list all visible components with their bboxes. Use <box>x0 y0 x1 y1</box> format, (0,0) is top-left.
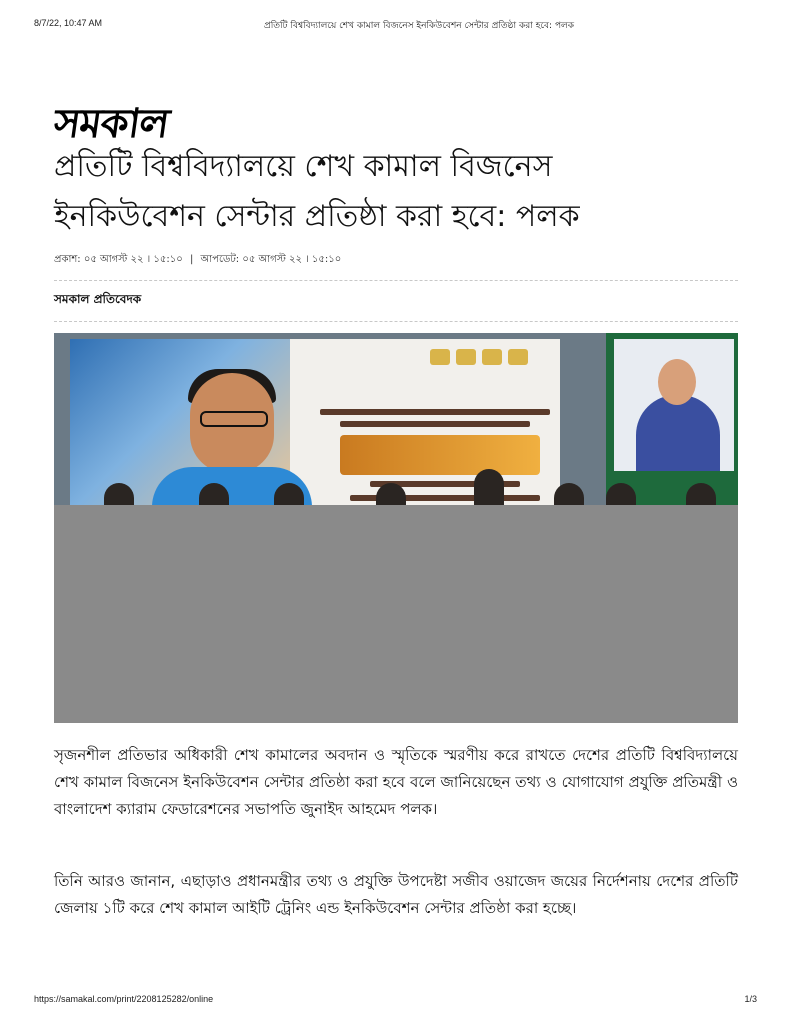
site-logo: সমকাল <box>50 100 172 147</box>
print-header <box>34 18 757 34</box>
event-stage-image <box>54 333 738 505</box>
sponsor-logos <box>430 349 550 369</box>
banner-title-graphic <box>340 435 540 475</box>
print-page-title: প্রতিটি বিশ্ববিদ্যালয়ে শেখ কামাল বিজনেস ইনকিউবেশন সেন্টার প্রতিষ্ঠা করা হবে: পলক <box>264 21 575 31</box>
portrait-frame <box>606 333 738 505</box>
page-number: 1/3 <box>744 994 757 1004</box>
article-paragraph: তিনি আরও জানান, এছাড়াও প্রধানমন্ত্রীর তথ্য ও প্রযুক্তি উপদেষ্টা সজীব ওয়াজেদ জয়ের নির্দেশনায় দেশের প্রতিটি জেলায় ১টি করে শেখ কামাল আইটি ট্রেনিং এন্ড ইনকিউবেশন সেন্টার প্রতিষ্ঠা করা হচ্ছে। <box>54 872 738 917</box>
headline-line-2: ইনকিউবেশন সেন্টার প্রতিষ্ঠা করা হবে: পলক <box>54 199 580 234</box>
print-datetime: 8/7/22, 10:47 AM <box>34 18 103 28</box>
meta-separator: | <box>189 254 194 265</box>
article-meta <box>54 252 341 269</box>
divider <box>54 280 738 281</box>
banner-artwork <box>70 339 290 505</box>
article-headline <box>54 142 744 242</box>
portrait-photo <box>614 339 734 471</box>
audience-heads <box>54 483 738 505</box>
print-url: https://samakal.com/print/2208125282/online <box>34 994 214 1004</box>
published-date: প্রকাশ: ০৫ আগস্ট ২২ । ১৫:১০ <box>54 254 183 265</box>
article-photo <box>54 333 738 723</box>
divider <box>54 321 738 322</box>
article-paragraph: সৃজনশীল প্রতিভার অধিকারী শেখ কামালের অবদান ও স্মৃতিকে স্মরণীয় করে রাখতে দেশের প্রতিটি বিশ্ববিদ্যালয়ে শেখ কামাল বিজনেস ইনকিউবেশন সেন্টার প্রতিষ্ঠা করা হবে বলে জানিয়েছেন তথ্য ও যোগাযোগ প্রযুক্তি প্রতিমন্ত্রী ও বাংলাদেশ ক্যারাম ফেডারেশনের সভাপতি জুনাইদ আহমেদ পলক। <box>54 746 738 818</box>
headline-line-1: প্রতিটি বিশ্ববিদ্যালয়ে শেখ কামাল বিজনেস <box>54 149 553 184</box>
article-byline: সমকাল প্রতিবেদক <box>54 292 142 306</box>
updated-date: আপডেট: ০৫ আগস্ট ২২ । ১৫:১০ <box>200 254 342 265</box>
